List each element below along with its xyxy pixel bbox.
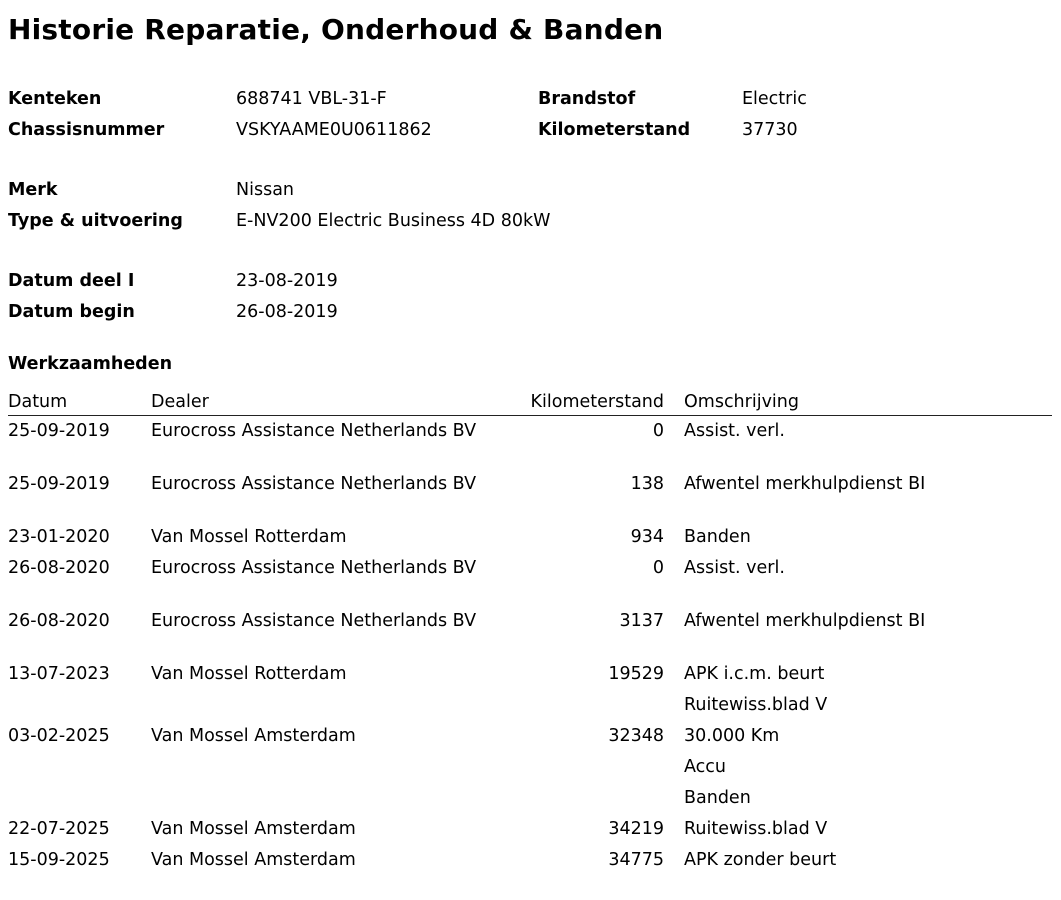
- cell-datum: 13-07-2023: [8, 664, 110, 684]
- cell-kilometerstand: 19529: [608, 664, 664, 684]
- brandstof-label: Brandstof: [538, 89, 636, 109]
- cell-omschrijving: [684, 610, 1052, 641]
- table-row: [8, 522, 1052, 553]
- table-row: [8, 814, 1052, 845]
- cell-kilometerstand: 934: [630, 527, 664, 547]
- kilometerstand-value: 37730: [742, 120, 798, 140]
- omschrijving-line: Banden: [684, 527, 751, 547]
- table-row: [8, 416, 1052, 469]
- cell-dealer: Van Mossel Rotterdam: [151, 664, 347, 684]
- omschrijving-line: Banden: [684, 788, 751, 808]
- datum-begin-value: 26-08-2019: [236, 302, 338, 322]
- omschrijving-line: Afwentel merkhulpdienst BI: [684, 611, 926, 631]
- cell-dealer: Van Mossel Amsterdam: [151, 726, 356, 746]
- omschrijving-line: APK i.c.m. beurt: [684, 664, 825, 684]
- table-row: [8, 659, 1052, 721]
- chassisnummer-label: Chassisnummer: [8, 120, 165, 140]
- cell-omschrijving: [684, 663, 1052, 725]
- datum-deel-label: Datum deel I: [8, 271, 135, 291]
- table-body: [8, 416, 1052, 876]
- datum-deel-value: 23-08-2019: [236, 271, 338, 291]
- cell-datum: 03-02-2025: [8, 726, 110, 746]
- cell-dealer: Eurocross Assistance Netherlands BV: [151, 421, 477, 441]
- table-header: [8, 390, 1052, 416]
- cell-omschrijving: [684, 725, 1052, 818]
- cell-omschrijving: [684, 557, 1052, 588]
- column-header-omschrijving: Omschrijving: [684, 392, 799, 412]
- table-row: [8, 721, 1052, 814]
- omschrijving-line: 30.000 Km: [684, 726, 780, 746]
- column-header-datum: Datum: [8, 392, 68, 412]
- cell-datum: 26-08-2020: [8, 558, 110, 578]
- cell-datum: 15-09-2025: [8, 850, 110, 870]
- cell-omschrijving: [684, 420, 1052, 451]
- column-header-kilometerstand: Kilometerstand: [530, 392, 664, 412]
- cell-datum: 23-01-2020: [8, 527, 110, 547]
- merk-value: Nissan: [236, 180, 295, 200]
- type-label: Type & uitvoering: [8, 211, 183, 231]
- cell-kilometerstand: 32348: [608, 726, 664, 746]
- cell-omschrijving: [684, 849, 1052, 880]
- cell-dealer: Van Mossel Amsterdam: [151, 850, 356, 870]
- cell-dealer: Eurocross Assistance Netherlands BV: [151, 611, 477, 631]
- cell-dealer: Eurocross Assistance Netherlands BV: [151, 558, 477, 578]
- cell-kilometerstand: 3137: [619, 611, 664, 631]
- column-header-dealer: Dealer: [151, 392, 209, 412]
- table-row: [8, 469, 1052, 522]
- omschrijving-line: Ruitewiss.blad V: [684, 695, 828, 715]
- brandstof-value: Electric: [742, 89, 807, 109]
- kenteken-label: Kenteken: [8, 89, 102, 109]
- omschrijving-line: Accu: [684, 757, 726, 777]
- werkzaamheden-title: Werkzaamheden: [8, 354, 173, 374]
- type-value: E-NV200 Electric Business 4D 80kW: [236, 211, 551, 231]
- omschrijving-line: Ruitewiss.blad V: [684, 819, 828, 839]
- table-row: [8, 845, 1052, 876]
- omschrijving-line: Assist. verl.: [684, 421, 785, 441]
- cell-datum: 25-09-2019: [8, 474, 110, 494]
- cell-kilometerstand: 0: [652, 558, 664, 578]
- cell-dealer: Van Mossel Amsterdam: [151, 819, 356, 839]
- table-row: [8, 606, 1052, 659]
- cell-omschrijving: [684, 473, 1052, 504]
- omschrijving-line: Afwentel merkhulpdienst BI: [684, 474, 926, 494]
- cell-dealer: Eurocross Assistance Netherlands BV: [151, 474, 477, 494]
- cell-kilometerstand: 138: [630, 474, 664, 494]
- cell-datum: 25-09-2019: [8, 421, 110, 441]
- cell-kilometerstand: 0: [652, 421, 664, 441]
- kenteken-value: 688741 VBL-31-F: [236, 89, 387, 109]
- cell-kilometerstand: 34775: [608, 850, 664, 870]
- omschrijving-line: Assist. verl.: [684, 558, 785, 578]
- datum-begin-label: Datum begin: [8, 302, 135, 322]
- cell-dealer: Van Mossel Rotterdam: [151, 527, 347, 547]
- werkzaamheden-table: [8, 390, 1052, 876]
- page-title: Historie Reparatie, Onderhoud & Banden: [8, 13, 664, 46]
- cell-datum: 26-08-2020: [8, 611, 110, 631]
- table-row: [8, 553, 1052, 606]
- omschrijving-line: APK zonder beurt: [684, 850, 837, 870]
- merk-label: Merk: [8, 180, 58, 200]
- cell-datum: 22-07-2025: [8, 819, 110, 839]
- kilometerstand-label: Kilometerstand: [538, 120, 691, 140]
- cell-kilometerstand: 34219: [608, 819, 664, 839]
- chassisnummer-value: VSKYAAME0U0611862: [236, 120, 432, 140]
